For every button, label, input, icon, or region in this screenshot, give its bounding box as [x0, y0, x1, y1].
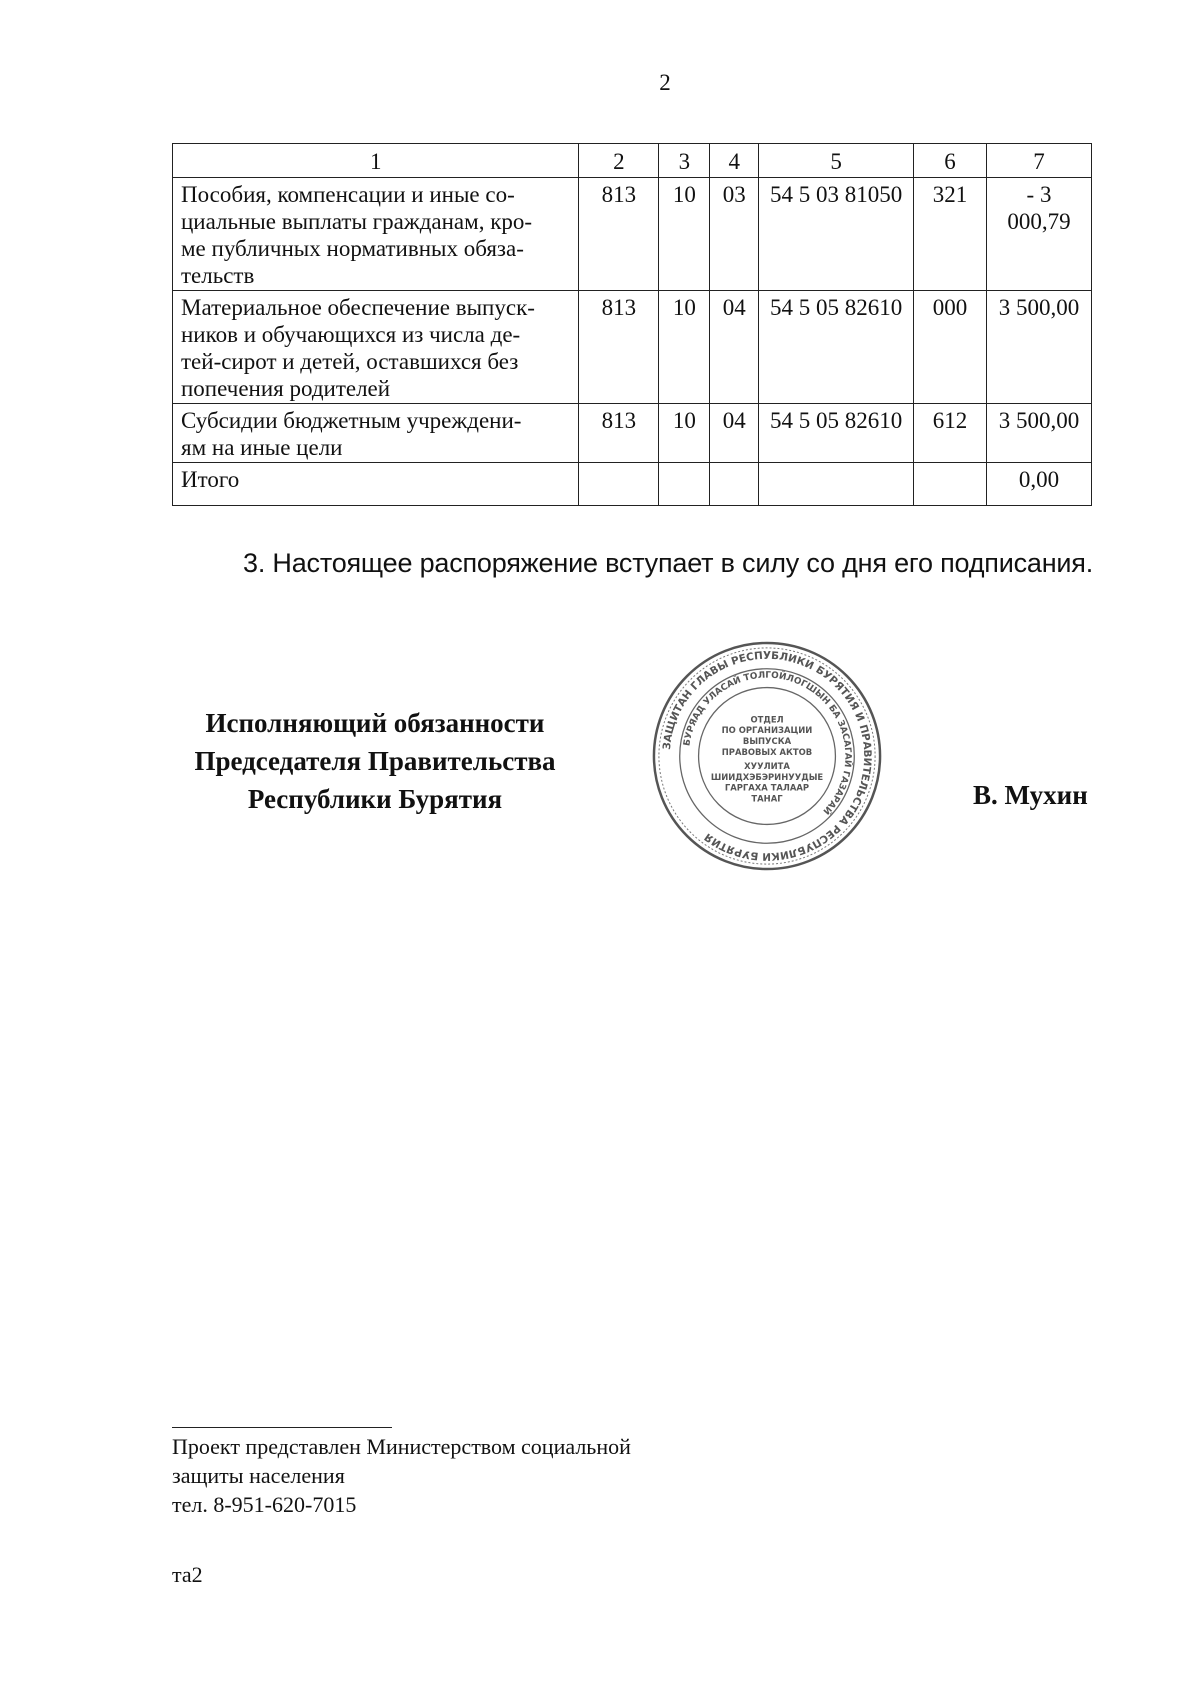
expense-name-cell	[173, 291, 579, 404]
expense-name-line: ников и обучающихся из числа де-	[181, 322, 521, 347]
empty-cell	[710, 463, 759, 506]
seal-center-line: ПРАВОВЫХ АКТОВ	[721, 747, 813, 758]
column-header: 7	[987, 144, 1092, 178]
expense-name-line: тей-сирот и детей, оставшихся без	[181, 349, 519, 374]
expense-name-cell	[173, 178, 579, 291]
total-amount-cell: 0,00	[987, 463, 1092, 506]
section-cell: 10	[659, 404, 710, 463]
subsection-cell: 03	[710, 178, 759, 291]
column-header: 3	[659, 144, 710, 178]
column-header: 2	[579, 144, 659, 178]
official-seal	[648, 637, 886, 875]
expense-name-line: циальные выплаты гражданам, кро-	[181, 209, 533, 234]
table-header-row	[173, 144, 1092, 178]
empty-cell	[914, 463, 987, 506]
signatory-name: В. Мухин	[973, 780, 1088, 810]
table-row	[173, 291, 1092, 404]
column-header: 4	[710, 144, 759, 178]
seal-center-line: ВЫПУСКА	[742, 736, 792, 747]
clause-3: 3. Настоящее распоряжение вступает в силу со дня его подписания.	[243, 548, 1094, 578]
seal-center-line: ПО ОРГАНИЗАЦИИ	[721, 725, 813, 736]
ministry-code-cell: 813	[579, 291, 659, 404]
seal-center-line: ОТДЕЛ	[750, 714, 784, 725]
page-number: 2	[659, 70, 671, 95]
target-article-cell: 54 5 05 82610	[759, 291, 914, 404]
section-cell: 10	[659, 291, 710, 404]
table-row	[173, 404, 1092, 463]
expense-name-line: Субсидии бюджетным учреждени-	[181, 408, 522, 433]
budget-table	[172, 143, 1092, 506]
expense-name-line: ме публичных нормативных обяза-	[181, 236, 524, 261]
amount-cell: 3 500,00	[987, 404, 1092, 463]
seal-center-line: ТАНАГ	[751, 793, 783, 804]
expense-name-cell	[173, 404, 579, 463]
footer-divider	[172, 1427, 392, 1428]
footer-line: Проект представлен Министерством социальной	[172, 1434, 631, 1459]
footer-note	[172, 1432, 631, 1519]
empty-cell	[659, 463, 710, 506]
expense-name-line: попечения родителей	[181, 376, 391, 401]
seal-center-line: ШИИДХЭБЭРИНУУДЫЕ	[710, 771, 824, 782]
signatory-position-line: Председателя Правительства	[194, 746, 556, 776]
footer-line: тел. 8-951-620-7015	[172, 1492, 357, 1517]
ministry-code-cell: 813	[579, 404, 659, 463]
target-article-cell: 54 5 03 81050	[759, 178, 914, 291]
total-row	[173, 463, 1092, 506]
expense-name-line: Пособия, компенсации и иные со-	[181, 182, 515, 207]
target-article-cell: 54 5 05 82610	[759, 404, 914, 463]
seal-outer-text: ЗАЩИТАН ГЛАВЫ РЕСПУБЛИКИ БУРЯТИЯ И ПРАВИТЕЛЬСТВА РЕСПУБЛИКИ БУРЯТИЯ	[660, 649, 874, 863]
expense-name-line: тельств	[181, 263, 255, 288]
ministry-code-cell: 813	[579, 178, 659, 291]
column-header: 1	[173, 144, 579, 178]
subsection-cell: 04	[710, 291, 759, 404]
expense-name-line: ям на иные цели	[181, 435, 343, 460]
document-code: та2	[172, 1562, 203, 1587]
table-row	[173, 178, 1092, 291]
amount-cell: 3 500,00	[987, 291, 1092, 404]
seal-center-line: ХУУЛИТА	[744, 760, 790, 771]
signatory-position-line: Исполняющий обязанности	[205, 708, 545, 738]
seal-center-line: ГАРГАХА ТАЛААР	[724, 782, 810, 793]
expense-type-cell: 000	[914, 291, 987, 404]
section-cell: 10	[659, 178, 710, 291]
empty-cell	[759, 463, 914, 506]
total-label-cell: Итого	[173, 463, 579, 506]
expense-type-cell: 321	[914, 178, 987, 291]
column-header: 5	[759, 144, 914, 178]
subsection-cell: 04	[710, 404, 759, 463]
empty-cell	[579, 463, 659, 506]
expense-type-cell: 612	[914, 404, 987, 463]
signatory-position-line: Республики Бурятия	[247, 784, 503, 814]
footer-line: защиты населения	[172, 1463, 345, 1488]
seal-inner-ring-text: БУРЯАД УЛАСАЙ ТОЛГОЙЛОГШЫН БА ЗАСАГАЙ ГАЗАРАЙ	[682, 670, 853, 816]
column-header: 6	[914, 144, 987, 178]
expense-name-line: Материальное обеспечение выпуск-	[181, 295, 535, 320]
signatory-position	[165, 704, 585, 818]
amount-cell: - 3 000,79	[987, 178, 1092, 291]
